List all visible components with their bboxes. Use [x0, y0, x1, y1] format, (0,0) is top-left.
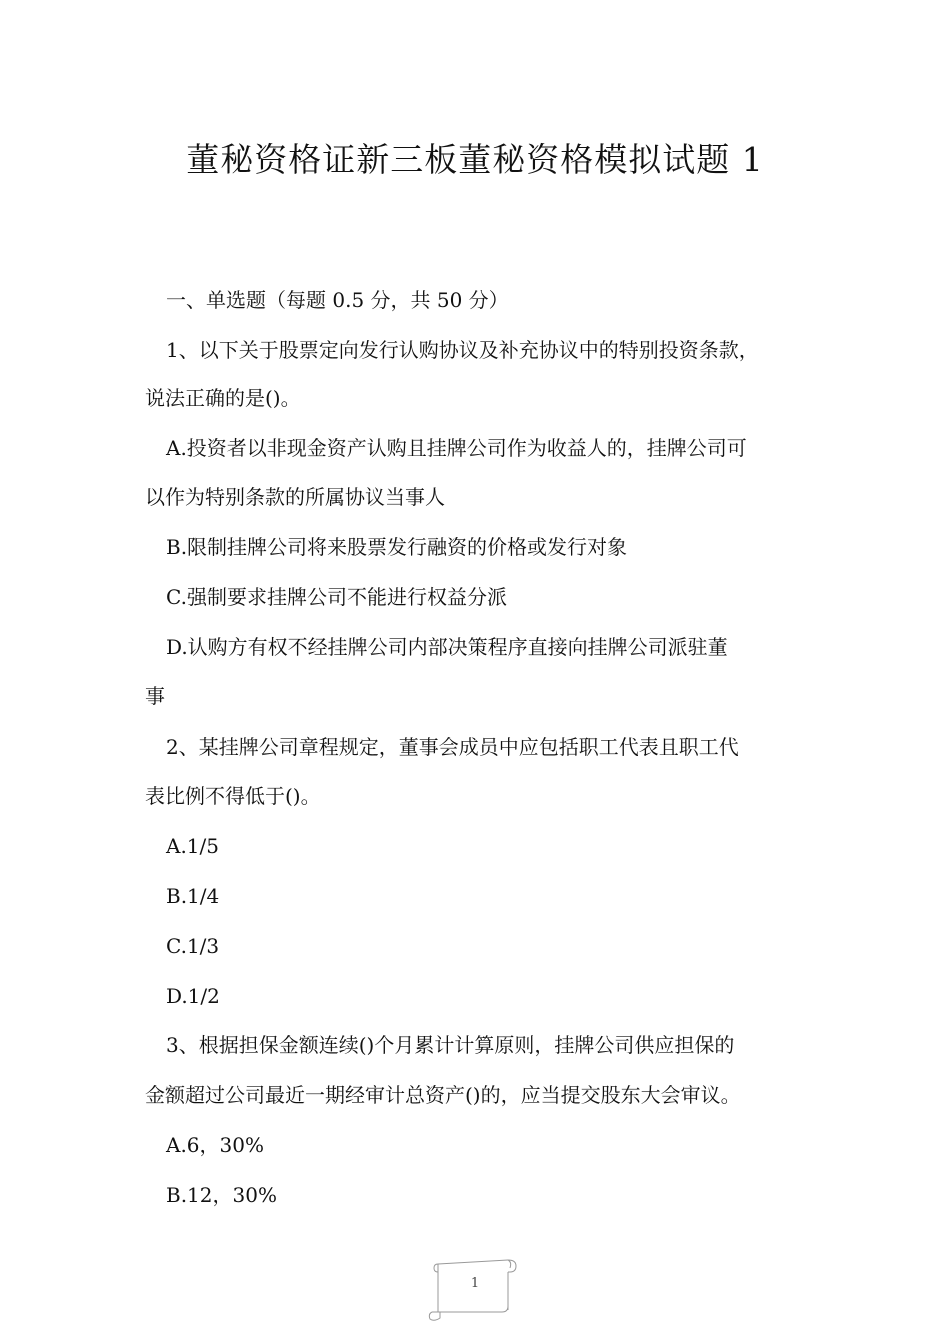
page-number-badge: [428, 1252, 522, 1324]
question-2-option-c: C.1/3: [166, 934, 220, 958]
question-2-stem-line-2: 表比例不得低于()。: [145, 784, 321, 808]
question-3-option-a: A.6，30%: [166, 1133, 264, 1157]
question-2-option-a: A.1/5: [166, 834, 219, 858]
page-number: 1: [470, 1276, 480, 1291]
question-1-option-a-line-2: 以作为特别条款的所属协议当事人: [145, 485, 445, 509]
question-1-option-d-line-1: D.认购方有权不经挂牌公司内部决策程序直接向挂牌公司派驻董: [166, 635, 728, 659]
question-1-option-a-line-1: A.投资者以非现金资产认购且挂牌公司作为收益人的，挂牌公司可: [166, 436, 747, 460]
section-heading: 一、单选题（每题 0.5 分，共 50 分）: [166, 288, 509, 312]
question-1-stem-line-1: 1、以下关于股票定向发行认购协议及补充协议中的特别投资条款，: [166, 338, 759, 362]
question-3-stem-line-1: 3、根据担保金额连续()个月累计计算原则，挂牌公司供应担保的: [166, 1033, 735, 1057]
question-2-stem-line-1: 2、某挂牌公司章程规定，董事会成员中应包括职工代表且职工代: [166, 735, 739, 759]
question-3-option-b: B.12，30%: [166, 1183, 277, 1207]
question-1-stem-line-2: 说法正确的是()。: [145, 386, 301, 410]
question-1-option-b: B.限制挂牌公司将来股票发行融资的价格或发行对象: [166, 535, 628, 559]
question-3-stem-line-2: 金额超过公司最近一期经审计总资产()的，应当提交股东大会审议。: [145, 1083, 741, 1107]
document-title: 董秘资格证新三板董秘资格模拟试题 1: [186, 140, 764, 179]
question-1-option-d-line-2: 事: [145, 684, 165, 708]
question-2-option-d: D.1/2: [166, 984, 220, 1008]
question-2-option-b: B.1/4: [166, 884, 220, 908]
question-1-option-c: C.强制要求挂牌公司不能进行权益分派: [166, 585, 507, 609]
